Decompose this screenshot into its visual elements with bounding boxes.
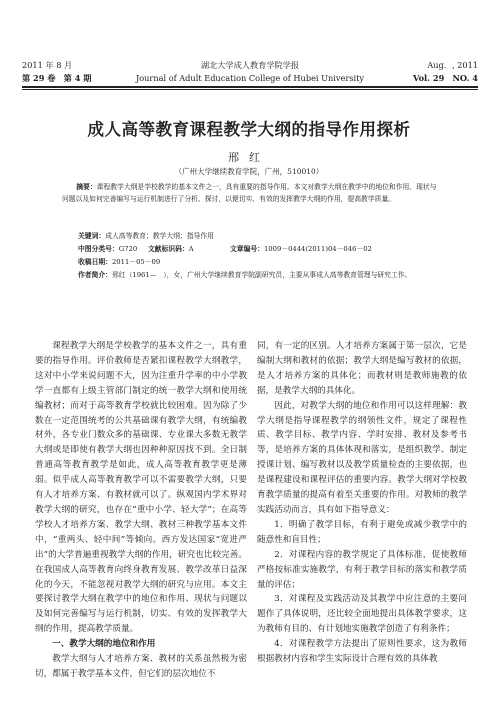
article-number-label: 文章编号：	[230, 245, 264, 253]
body-paragraph: 同，有一定的区别。人才培养方案属于第一层次，它是编制大纲和教材的依据；教学大纲是编写教材的依据，是人才培养方案的具体化；而教材则是教师施教的依据，是教学大纲的具体化。	[257, 341, 467, 396]
list-item: 4．对课程教学方法提出了原则性要求，这为教师根据教材内容和学生实际设计合理有效的具体教	[257, 639, 467, 665]
article-number	[230, 243, 372, 255]
body-column-left	[35, 339, 247, 682]
clc-value: G720	[118, 245, 138, 253]
abstract	[62, 181, 442, 206]
doc-code	[148, 243, 194, 255]
body-column-right	[257, 339, 467, 667]
volume-cn: 第 29 卷 第 4 期	[22, 73, 92, 83]
journal-name-en: Journal of Adult Education College of Hubei University	[135, 73, 365, 83]
journal-name-cn: 湖北大学成人教育学院学报	[200, 60, 300, 70]
received-value: 2011－05－09	[111, 258, 161, 266]
list-item: 2．对课程内容的教学规定了具体标准，促使教师严格按标准实施教学，有利于教学目标的落实和教学质量的评估；	[257, 549, 467, 590]
author-bio-label: 作者简介：	[78, 271, 112, 279]
issue-date: 2011 年 8 月	[22, 60, 73, 70]
doc-code-value: A	[188, 245, 194, 253]
received-date	[78, 256, 160, 268]
author-affiliation: （广州大学继续教育学院，广州，510010）	[174, 167, 324, 176]
author-bio-text: 邢红（1961— ），女，广州大学继续教育学院副研究员，主要从事成人高等教育管理与研究工作。	[111, 271, 412, 279]
volume-en: Vol. 29 NO. 4	[413, 73, 478, 83]
keywords	[78, 230, 214, 242]
clc-label: 中图分类号：	[78, 245, 119, 253]
keywords-text: 成人高等教育；教学大纲；指导作用	[105, 232, 214, 240]
body-paragraph: 教学大纲与人才培养方案、教材的关系虽然极为密切，都属于教学基本文件，但它们的层次地位不	[35, 654, 247, 679]
article-author: 邢红	[228, 151, 270, 164]
article-number-value: 1009－0444(2011)04－046－02	[263, 245, 372, 253]
keywords-label: 关键词：	[78, 232, 106, 240]
received-label: 收稿日期：	[78, 258, 112, 266]
list-item: 1．明确了教学目标，有利于避免或减少教学中的随意性和盲目性；	[257, 519, 467, 545]
article-title: 成人高等教育课程教学大纲的指导作用探析	[87, 120, 411, 139]
abstract-label: 摘要：	[76, 183, 97, 191]
body-paragraph: 因此，对教学大纲的地位和作用可以这样理解：教学大纲是指导课程教学的纲领性文件，规定了课程性质、教学目标、教学内容、学时安排、教材及参考书等，是培养方案的具体体现和落实，是组织教学、制定授课计划、编写教材以及教学质量检查的主要依据，也是课程建设和课程评估的重要内容。教学大纲对学校教育教学质量的提高有着至关重要的作用。对教师的教学实践活动而言，具有如下指导意义：	[257, 400, 467, 515]
author-bio	[62, 269, 442, 281]
body-paragraph: 课程教学大纲是学校教学的基本文件之一，具有重要的指导作用。评价教师是否紧扣课程教学大纲教学，这对中小学来说问题不大，因为注重升学率的中小学教学一直都有上级主管部门制定的统一教学大纲和使用统编教材；而对于高等教育学校就比较困难。因为除了少数在一定范围统考的公共基础课有教学大纲，有统编教材外，各专业门数众多的基础课、专业课大多数无教学大纲或是即使有教学大纲也因种种原因找不到。全日制普通高等教育教学是如此，成人高等教育教学更是薄弱。似乎成人高等教育教学可以不需要教学大纲，只要有人才培养方案、有教材就可以了。纵观国内学术界对教学大纲的研究，也存在“重中小学、轻大学”；在高等学校人才培养方案、教学大纲、教材三种教学基本文件中，“重两头、轻中间”等倾向。西方发达国家“宽进严出”的大学普遍重视教学大纲的作用，研究也比较完善。在我国成人高等教育向终身教育发展、教学改革日益深化的今天，不能忽视对教学大纲的研究与应用。本文主要探讨教学大纲在教学中的地位和作用、现状与问题以及如何完善编写与运行机制，切实、有效的发挥教学大纲的作用，提高教学质量。	[35, 341, 247, 635]
header-rule-thin	[22, 89, 478, 90]
list-item: 3．对课程及实践活动及其教学中应注意的主要问题作了具体说明，还比较全面地提出具体教学要求，这为教师有目的、有计划地实施教学创造了有利条件；	[257, 594, 467, 635]
doc-code-label: 文献标识码：	[148, 245, 189, 253]
classification-line	[78, 243, 137, 255]
header-rule-thick	[22, 86, 478, 88]
issue-month-en: Aug．, 2011	[427, 60, 478, 70]
section-heading: 一、教学大纲的地位和作用	[52, 639, 156, 650]
abstract-text: 课程教学大纲是学校教学的基本文件之一，具有重要的指导作用。本文对教学大纲在教学中的地位和作用、现状与问题以及如何完善编写与运行机制进行了分析、探讨，以便切实、有效的发挥教学大纲的作用，提高教学质量。	[62, 183, 437, 204]
